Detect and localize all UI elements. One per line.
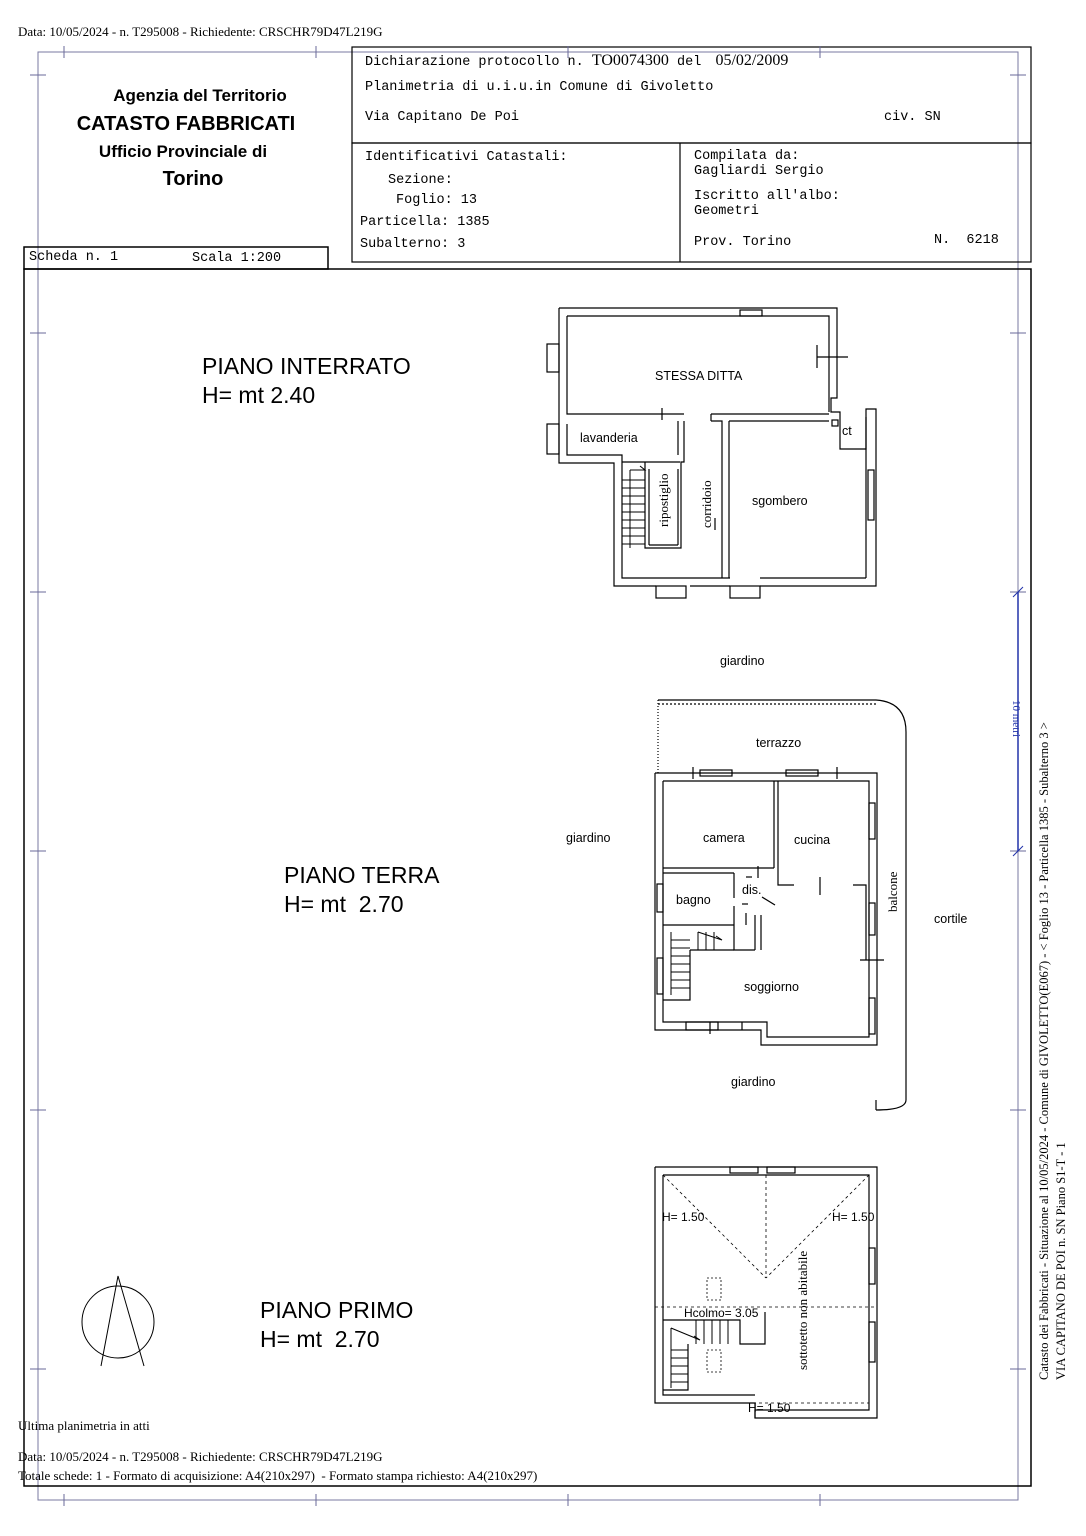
height-label-colmo: Hcolmo= 3.05 (684, 1306, 759, 1320)
plan-primo (655, 1167, 877, 1418)
del-label: del (677, 55, 702, 70)
scheda-label: Scheda n. 1 (29, 250, 119, 265)
declaration-date: 05/02/2009 (715, 52, 789, 69)
room-sottotetto: sottotetto non abitabile (795, 1250, 810, 1370)
ids-subalterno: Subalterno: 3 (360, 237, 466, 252)
room-disimpegno: dis. (742, 883, 762, 897)
office-city: Torino (162, 168, 224, 190)
declaration-line (365, 52, 788, 70)
side-text-line2: VIA CAPITANO DE POI n. SN Piano S1-T - 1 (1054, 1142, 1068, 1380)
ids-particella: Particella: 1385 (360, 215, 490, 230)
footer-note: Ultima planimetria in atti (18, 1418, 150, 1433)
address-line: Via Capitano De Poi (365, 110, 519, 125)
room-bagno: bagno (676, 893, 711, 907)
plan-interrato (547, 308, 876, 598)
height-label-bottom: H= 1.50 (748, 1401, 791, 1415)
label-giardino-left: giardino (566, 831, 611, 845)
north-arrow (82, 1276, 154, 1366)
level-interrato-title: PIANO INTERRATO (202, 353, 411, 379)
ids-title: Identificativi Catastali: (365, 150, 568, 165)
level-interrato-height: H= mt 2.40 (202, 382, 316, 408)
civic-number: civ. SN (884, 110, 941, 125)
declaration-prefix: Dichiarazione protocollo n. (365, 55, 584, 70)
catasto-title: CATASTO FABBRICATI (76, 113, 296, 135)
height-label-left: H= 1.50 (662, 1210, 705, 1224)
label-cortile: cortile (934, 912, 968, 926)
label-giardino-bottom: giardino (731, 1075, 776, 1089)
room-ct: ct (842, 424, 852, 438)
room-terrazzo: terrazzo (756, 736, 802, 750)
room-soggiorno: soggiorno (744, 980, 799, 994)
room-sgombero: sgombero (752, 494, 808, 508)
side-text-line1: Catasto dei Fabbricati - Situazione al 10/05/2024 - Comune di GIVOLETTO(E067) - < Foglio 13 - Particella 1385 - Subalterno 3 > (1037, 722, 1051, 1380)
room-camera: camera (703, 831, 745, 845)
compiler-label: Compilata da: (694, 149, 800, 164)
office-label: Ufficio Provinciale di (98, 142, 268, 161)
room-stessa-ditta: STESSA DITTA (655, 369, 743, 383)
room-cucina: cucina (794, 833, 831, 847)
footer-meta: Data: 10/05/2024 - n. T295008 - Richiedente: CRSCHR79D47L219G (18, 1449, 383, 1464)
planimetry-line: Planimetria di u.i.u.in Comune di Givoletto (365, 80, 714, 95)
footer-totals: Totale schede: 1 - Formato di acquisizione: A4(210x297) - Formato stampa richiesto: A4(210x297) (18, 1468, 538, 1483)
level-primo-title: PIANO PRIMO (260, 1297, 414, 1323)
compiler-name: Gagliardi Sergio (694, 164, 824, 179)
protocol-number: TO0074300 (591, 52, 669, 69)
registration-number: N. 6218 (934, 233, 999, 248)
level-terra-height: H= mt 2.70 (284, 891, 404, 917)
province: Prov. Torino (694, 235, 792, 250)
height-label-right: H= 1.50 (832, 1210, 875, 1224)
scale-bar-label: 10 metri (1010, 700, 1022, 737)
ids-sezione: Sezione: (388, 173, 453, 188)
label-giardino-top: giardino (720, 654, 765, 668)
room-ripostiglio: ripostiglio (656, 473, 671, 527)
scale-label: Scala 1:200 (192, 251, 282, 266)
level-primo-height: H= mt 2.70 (260, 1326, 380, 1352)
albo-value: Geometri (694, 204, 759, 219)
room-corridoio: corridoio (699, 480, 714, 528)
room-lavanderia: lavanderia (580, 431, 638, 445)
top-meta: Data: 10/05/2024 - n. T295008 - Richiedente: CRSCHR79D47L219G (18, 24, 383, 39)
level-terra-title: PIANO TERRA (284, 862, 440, 888)
room-balcone: balcone (885, 871, 900, 912)
ids-foglio: Foglio: 13 (396, 193, 478, 208)
albo-label: Iscritto all'albo: (694, 189, 840, 204)
agency-name: Agenzia del Territorio (113, 86, 287, 105)
